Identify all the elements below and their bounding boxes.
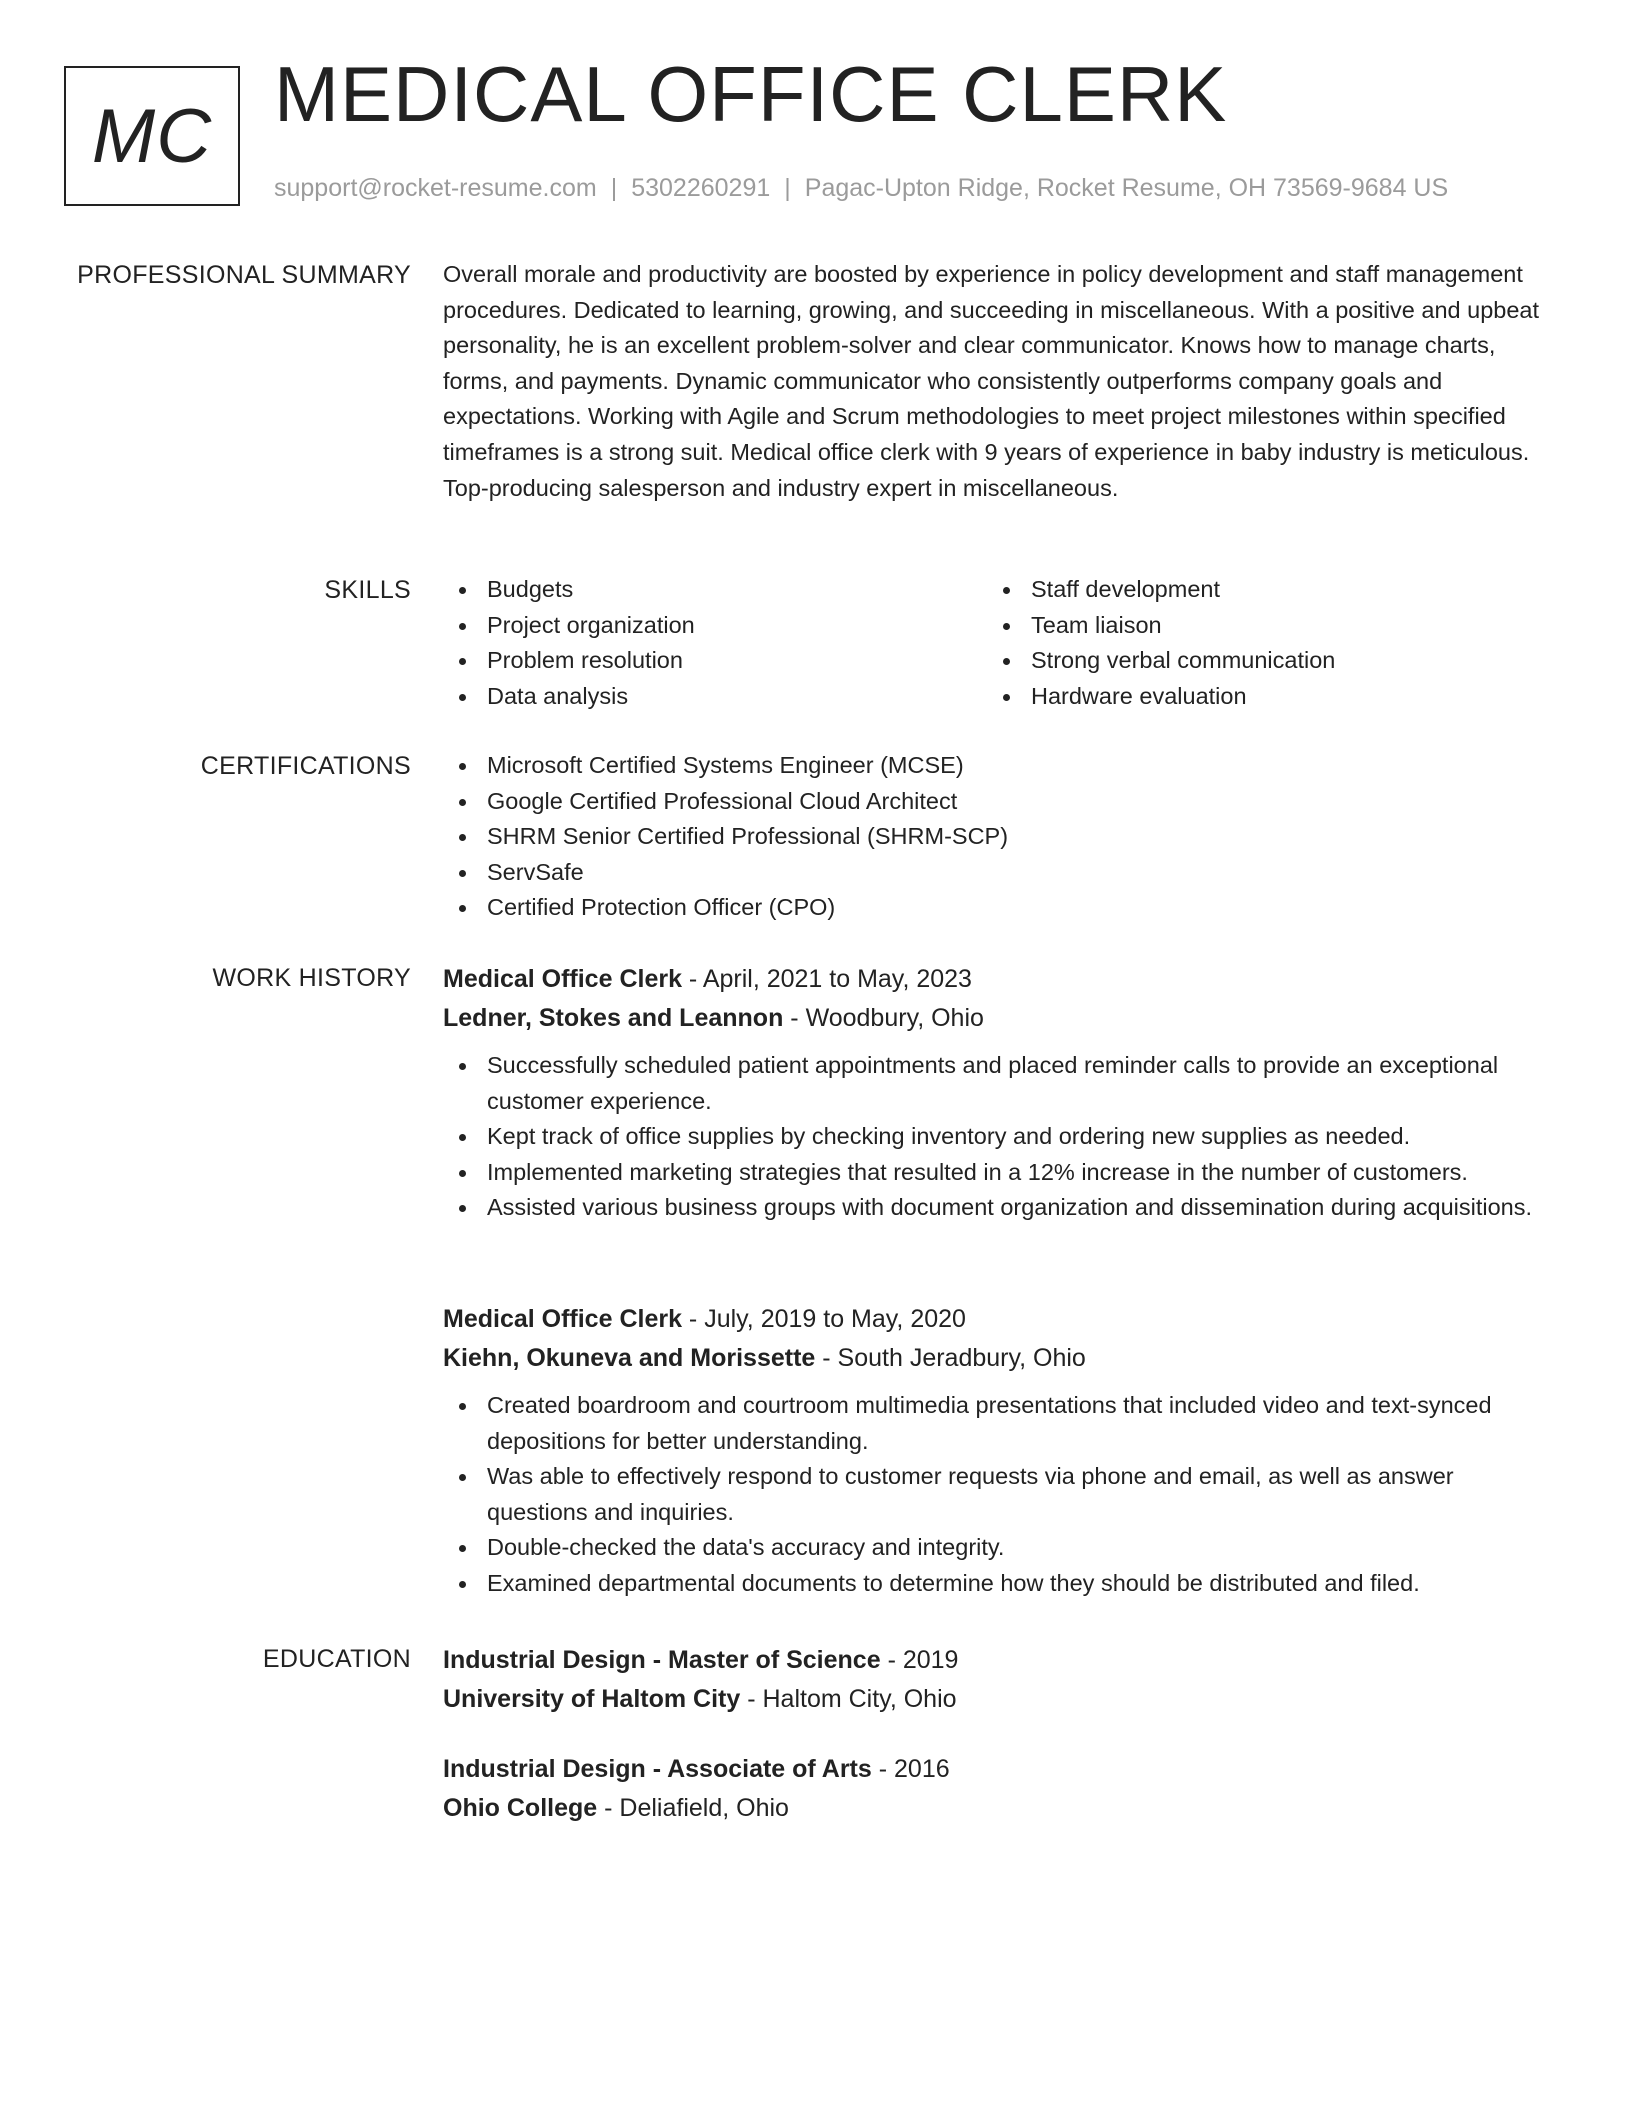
certification-item: SHRM Senior Certified Professional (SHRM-SCP)	[443, 819, 1555, 855]
work-history-body-2	[443, 1300, 1555, 1602]
job-location: - South Jeradbury, Ohio	[815, 1344, 1086, 1372]
work-history-body	[443, 960, 1555, 1226]
skills-heading: SKILLS	[324, 576, 411, 604]
job-title: Medical Office Clerk	[443, 1305, 682, 1333]
skill-item: Team liaison	[987, 608, 1531, 644]
skill-item: Project organization	[443, 608, 987, 644]
education-entry	[443, 1641, 1555, 1719]
education-heading: EDUCATION	[262, 1645, 411, 1673]
job-location: - Woodbury, Ohio	[783, 1004, 984, 1032]
job-duty: Was able to effectively respond to customer requests via phone and email, as well as answer questions and inquiries.	[443, 1459, 1555, 1530]
contact-address: Pagac-Upton Ridge, Rocket Resume, OH 73569-9684 US	[804, 174, 1449, 202]
job-dates: - April, 2021 to May, 2023	[681, 965, 972, 993]
job-duties-list	[443, 1388, 1555, 1602]
certifications-list	[443, 748, 1555, 926]
edu-degree-line	[443, 1750, 1555, 1789]
job-company: Kiehn, Okuneva and Morissette	[443, 1344, 816, 1372]
edu-degree-line	[443, 1641, 1555, 1680]
edu-degree: Industrial Design - Master of Science	[443, 1646, 881, 1674]
education-body-2	[443, 1750, 1555, 1828]
skills-list-right	[987, 572, 1531, 714]
skill-item: Data analysis	[443, 679, 987, 715]
job-company-line	[443, 999, 1555, 1038]
job-title-line	[443, 960, 1555, 999]
contact-phone[interactable]: 5302260291	[631, 174, 771, 202]
education-entry	[443, 1750, 1555, 1828]
job-duty: Kept track of office supplies by checking inventory and ordering new supplies as needed.	[443, 1119, 1555, 1155]
edu-location: - Haltom City, Ohio	[740, 1685, 957, 1713]
certification-item: Certified Protection Officer (CPO)	[443, 890, 1555, 926]
certification-item: Google Certified Professional Cloud Architect	[443, 784, 1555, 820]
job-duty: Assisted various business groups with document organization and dissemination during acquisitions.	[443, 1190, 1555, 1226]
certification-item: Microsoft Certified Systems Engineer (MCSE)	[443, 748, 1555, 784]
work-history-heading: WORK HISTORY	[212, 964, 411, 992]
summary-heading: PROFESSIONAL SUMMARY	[77, 261, 411, 289]
edu-degree: Industrial Design - Associate of Arts	[443, 1755, 872, 1783]
edu-school: University of Haltom City	[443, 1685, 741, 1713]
job-entry	[443, 960, 1555, 1226]
edu-year: - 2019	[880, 1646, 959, 1674]
job-duties-list	[443, 1048, 1555, 1226]
edu-year: - 2016	[871, 1755, 950, 1783]
monogram-initials: MC	[91, 93, 213, 179]
job-dates: - July, 2019 to May, 2020	[681, 1305, 966, 1333]
contact-line	[274, 174, 1448, 203]
job-title-line	[443, 1300, 1555, 1339]
summary-text: Overall morale and productivity are boosted by experience in policy development and staff management procedures. Dedicated to learning, growing, and succeeding in miscellaneous. With a positive and upbeat personality, he is an excellent problem-solver and clear communicator. Knows how to manage charts, forms, and payments. Dynamic communicator who consistently outperforms company goals and expectations. Working with Agile and Scrum methodologies to meet project milestones within specified timeframes is a strong suit. Medical office clerk with 9 years of experience in baby industry is meticulous. Top-producing salesperson and industry expert in miscellaneous.	[443, 261, 1540, 501]
certifications-body	[443, 748, 1555, 926]
resume-title: MEDICAL OFFICE CLERK	[274, 50, 1228, 138]
job-duty: Created boardroom and courtroom multimedia presentations that included video and text-synced depositions for better understanding.	[443, 1388, 1555, 1459]
edu-location: - Deliafield, Ohio	[597, 1794, 789, 1822]
skill-item: Budgets	[443, 572, 987, 608]
certifications-heading: CERTIFICATIONS	[200, 752, 411, 780]
job-company: Ledner, Stokes and Leannon	[443, 1004, 784, 1032]
education-body	[443, 1641, 1555, 1719]
skill-item: Problem resolution	[443, 643, 987, 679]
job-duty: Successfully scheduled patient appointments and placed reminder calls to provide an exceptional customer experience.	[443, 1048, 1555, 1119]
edu-school-line	[443, 1680, 1555, 1719]
job-duty: Implemented marketing strategies that resulted in a 12% increase in the number of customers.	[443, 1155, 1555, 1191]
contact-email[interactable]: support@rocket-resume.com	[274, 174, 597, 202]
summary-body	[443, 257, 1555, 506]
skills-body	[443, 572, 1555, 714]
skill-item: Hardware evaluation	[987, 679, 1531, 715]
skill-item: Staff development	[987, 572, 1531, 608]
job-duty: Examined departmental documents to determine how they should be distributed and filed.	[443, 1566, 1555, 1602]
monogram-box	[64, 66, 240, 206]
skill-item: Strong verbal communication	[987, 643, 1531, 679]
edu-school-line	[443, 1789, 1555, 1828]
contact-separator: |	[784, 174, 791, 202]
edu-school: Ohio College	[443, 1794, 598, 1822]
certification-item: ServSafe	[443, 855, 1555, 891]
contact-separator: |	[610, 174, 618, 202]
job-company-line	[443, 1339, 1555, 1378]
job-title: Medical Office Clerk	[443, 965, 682, 993]
job-duty: Double-checked the data's accuracy and integrity.	[443, 1530, 1555, 1566]
job-entry	[443, 1300, 1555, 1602]
skills-list-left	[443, 572, 987, 714]
